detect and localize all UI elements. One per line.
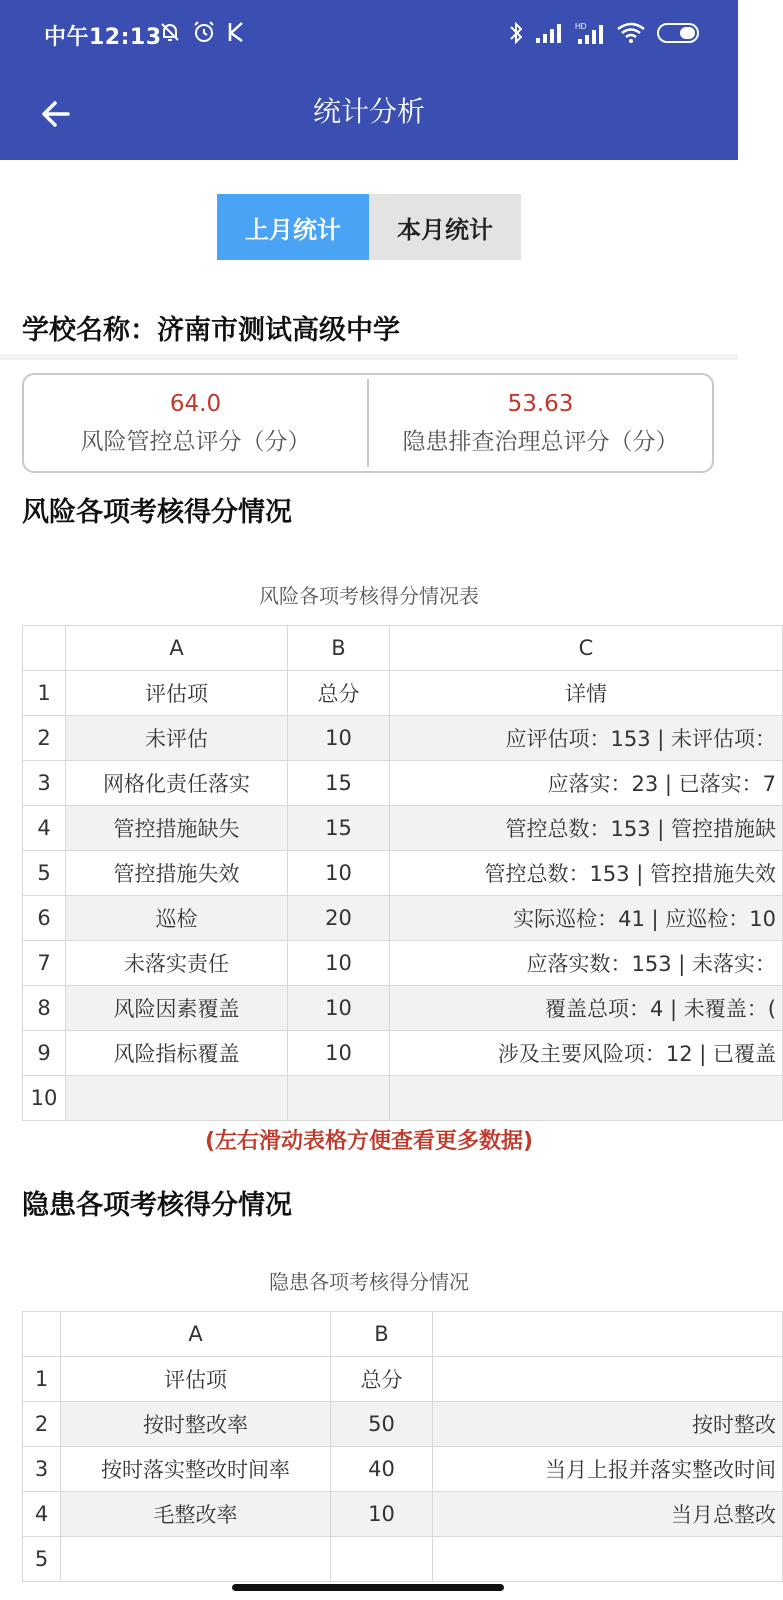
status-bar [0,0,738,70]
table-cell: 当月上报并落实整改时间 [433,1447,783,1492]
row-number: 7 [23,941,66,986]
table-cell: 按时整改率 [61,1402,331,1447]
table-row [23,806,783,851]
row-number: 10 [23,1076,66,1121]
row-number: 5 [23,851,66,896]
row-number: 4 [23,1492,61,1537]
table-row [23,1537,783,1582]
column-header: C [390,626,783,671]
table-cell: 10 [331,1492,433,1537]
table-cell: 未评估 [66,716,288,761]
app-header [0,0,738,160]
table-cell: 毛整改率 [61,1492,331,1537]
table-cell: 总分 [288,671,390,716]
row-number: 3 [23,1447,61,1492]
column-header-row [23,1312,783,1357]
table-cell: 按时落实整改时间率 [61,1447,331,1492]
risk-score-value: 64.0 [169,390,222,417]
hazard-table [22,1311,783,1582]
hazard-section-title: 隐患各项考核得分情况 [22,1190,292,1221]
k-app-icon [226,20,248,44]
table-cell: 当月总整改 [433,1492,783,1537]
table-cell: 应落实数：153 | 未落实： [390,941,783,986]
table-cell: 应评估项：153 | 未评估项： [390,716,783,761]
row-number: 1 [23,1357,61,1402]
table-cell: 20 [288,896,390,941]
table-cell: 评估项 [66,671,288,716]
row-number: 2 [23,716,66,761]
period-tab-group [217,194,521,260]
table-cell: 网格化责任落实 [66,761,288,806]
table-row [23,1357,783,1402]
table-cell: 40 [331,1447,433,1492]
corner-cell [23,626,66,671]
table-cell: 总分 [331,1357,433,1402]
table-cell [66,1076,288,1121]
corner-cell [23,1312,61,1357]
mute-bell-icon [158,20,182,44]
app-bar [0,70,738,160]
home-indicator[interactable] [232,1584,504,1591]
column-header: A [61,1312,331,1357]
table-row [23,1492,783,1537]
hazard-score-value: 53.63 [507,390,574,417]
table-cell: 15 [288,761,390,806]
column-header: B [331,1312,433,1357]
table-cell: 管控总数：153 | 管控措施缺 [390,806,783,851]
table-row [23,671,783,716]
table-cell [288,1076,390,1121]
table-row [23,1076,783,1121]
table-cell: 风险指标覆盖 [66,1031,288,1076]
table-row [23,1402,783,1447]
table-cell [433,1537,783,1582]
scroll-hint: (左右滑动表格方便查看更多数据) [204,1129,534,1154]
table-row [23,851,783,896]
table-cell: 实际巡检：41 | 应巡检：10 [390,896,783,941]
table-cell: 详情 [390,671,783,716]
tab-last-month[interactable]: 上月统计 [217,194,369,260]
hazard-table-scroll[interactable] [22,1311,776,1582]
table-cell [331,1537,433,1582]
table-cell: 管控总数：153 | 管控措施失效 [390,851,783,896]
table-row [23,941,783,986]
table-cell: 10 [288,851,390,896]
table-cell: 覆盖总项：4 | 未覆盖：( [390,986,783,1031]
status-time: 中午12:13 [44,25,162,50]
hazard-score-label: 隐患排查治理总评分（分） [402,428,679,455]
battery-icon [656,21,702,45]
table-cell [433,1357,783,1402]
hd-signal-icon [574,21,606,45]
table-row [23,896,783,941]
table-cell: 15 [288,806,390,851]
column-header: A [66,626,288,671]
table-cell: 按时整改 [433,1402,783,1447]
row-number: 6 [23,896,66,941]
wifi-icon [616,21,646,45]
table-cell [61,1537,331,1582]
score-summary-card [22,373,714,473]
tab-this-month[interactable]: 本月统计 [369,194,521,260]
hazard-table-caption: 隐患各项考核得分情况 [269,1270,469,1294]
table-cell: 10 [288,1031,390,1076]
divider [0,354,738,360]
risk-score [24,375,367,471]
svg-text:HD: HD [575,22,587,31]
row-number: 3 [23,761,66,806]
school-name: 学校名称：济南市测试高级中学 [22,315,400,346]
column-header-row [23,626,783,671]
signal-icon [534,22,564,44]
hazard-score [369,375,712,471]
table-cell: 应落实：23 | 已落实：7 [390,761,783,806]
row-number: 4 [23,806,66,851]
page-title: 统计分析 [312,95,425,128]
table-cell: 巡检 [66,896,288,941]
risk-table-scroll[interactable] [22,625,776,1121]
risk-table [22,625,783,1121]
table-cell [390,1076,783,1121]
column-header: B [288,626,390,671]
table-cell: 10 [288,986,390,1031]
table-cell: 10 [288,716,390,761]
table-row [23,986,783,1031]
row-number: 1 [23,671,66,716]
row-number: 2 [23,1402,61,1447]
row-number: 5 [23,1537,61,1582]
table-cell: 管控措施失效 [66,851,288,896]
alarm-icon [192,20,216,44]
table-cell: 评估项 [61,1357,331,1402]
table-cell: 未落实责任 [66,941,288,986]
row-number: 8 [23,986,66,1031]
table-cell: 涉及主要风险项：12 | 已覆盖 [390,1031,783,1076]
table-cell: 管控措施缺失 [66,806,288,851]
table-cell: 50 [331,1402,433,1447]
table-row [23,1447,783,1492]
row-number: 9 [23,1031,66,1076]
table-row [23,716,783,761]
column-header [433,1312,783,1357]
risk-table-caption: 风险各项考核得分情况表 [259,584,479,608]
risk-score-label: 风险管控总评分（分） [80,428,311,455]
table-row [23,1031,783,1076]
table-cell: 10 [288,941,390,986]
risk-section-title: 风险各项考核得分情况 [22,497,292,528]
bluetooth-icon [508,20,524,46]
table-row [23,761,783,806]
table-cell: 风险因素覆盖 [66,986,288,1031]
